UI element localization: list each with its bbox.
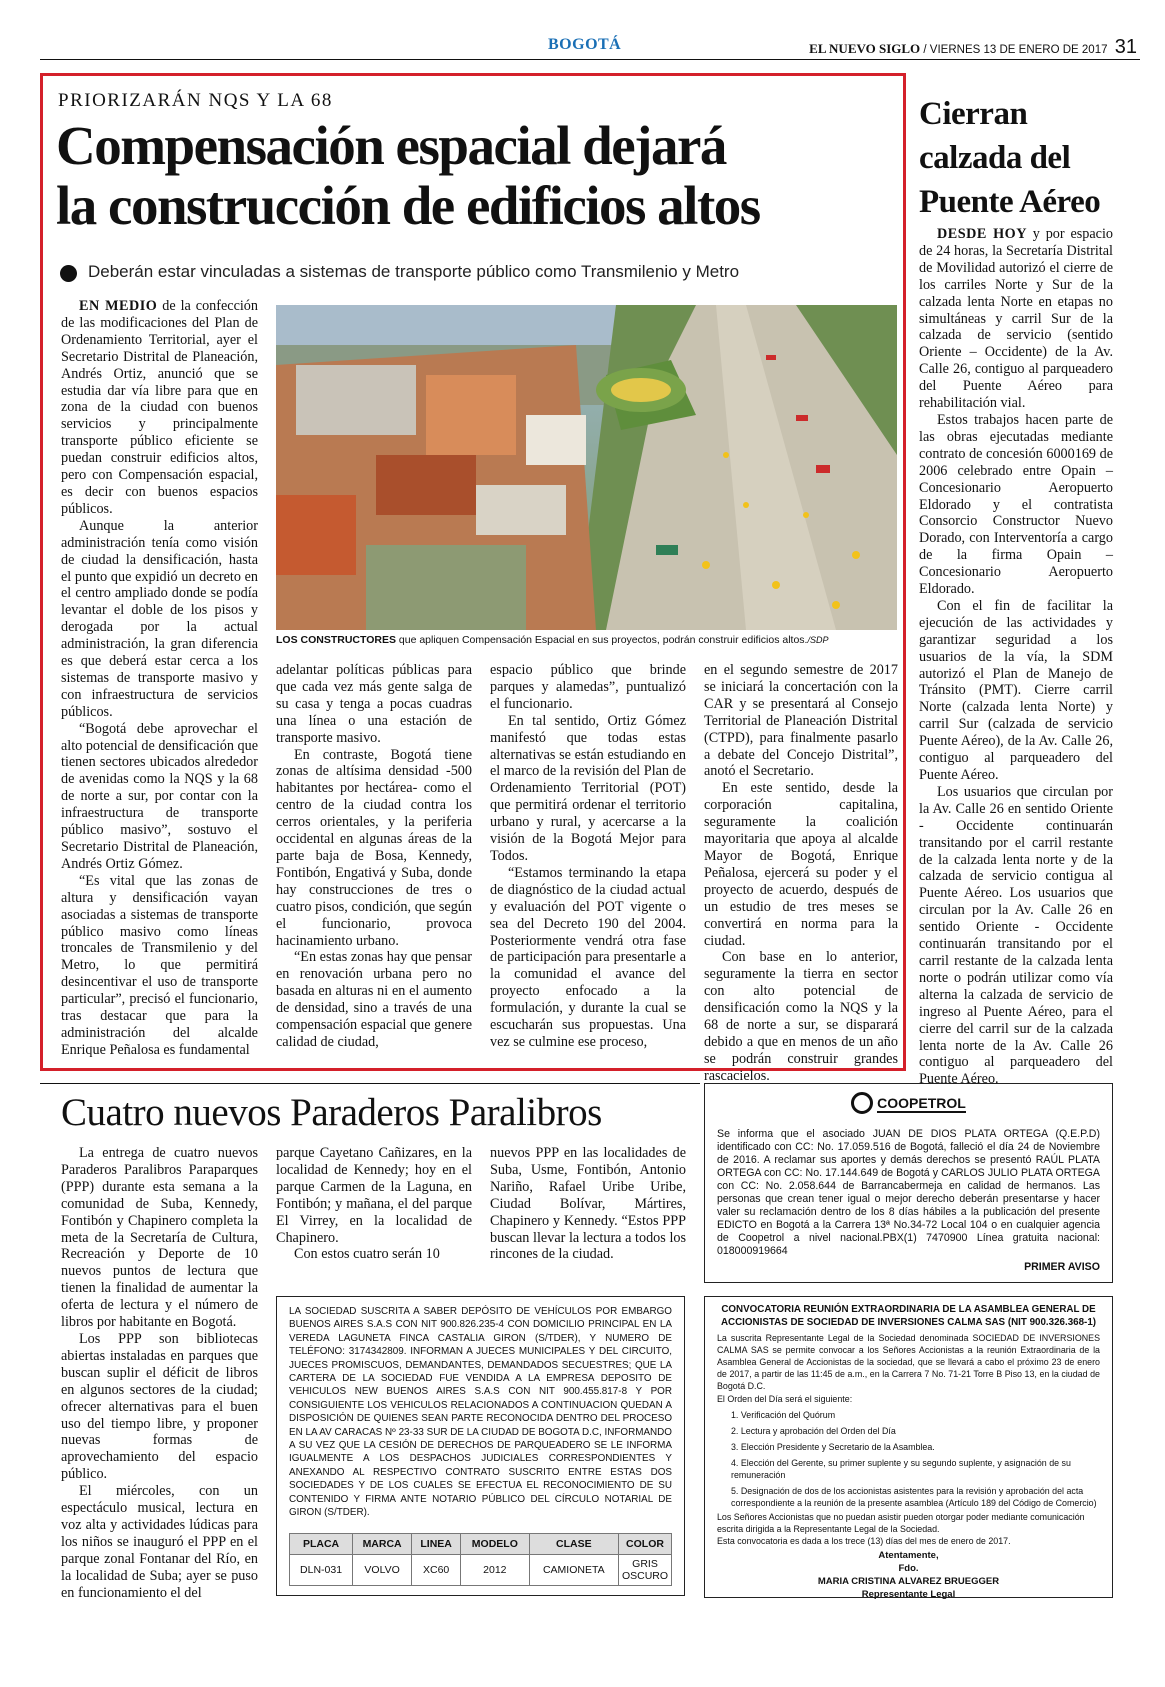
section-label: BOGOTÁ	[548, 36, 622, 53]
header-rule	[40, 59, 1140, 60]
col3-paragraph-2: En tal sentido, Ortiz Gómez manifestó que todas estas alternativas se están estudiando en el marco de la revisión del Plan de Ordenamiento Territorial (POT) que permitirá ordenar el territorio urbano y rural, y acercarse a la visión de la Bogotá Mejor para Todos.	[490, 712, 686, 864]
side-lead: DESDE HOY	[937, 226, 1027, 242]
sociedad-text: LA SOCIEDAD SUSCRITA A SABER DEPÓSITO DE VEHÍCULOS POR EMBARGO BUENOS AIRES S.A.S CON NIT 900.826.235-4 CON DOMICILIO PRINCIPAL EN LA VEREDA LAGUNETA FINCA CASTALIA GIRON (S/TDER), Y NUMERO DE TELÉFONO: 3174342809. INFORMAN A JUECES MUNICIPALES Y DEL CIRCUITO, JUECES PROMISCUOS, DEMANDANTES, DEMANDADOS SECUESTRES; QUE LA CARTERA DE LA SOCIEDAD FUE VENDIDA A LA EMPRESA DEPOSITO DE VEHICULOS NEW BUENOS AIRES S.A.S CON NIT 900.455.817-8 Y POR CONSIGUIENTE LOS VEHICULOS RELACIONADOS A CONTINUACION QUEDAN A DISPOSICIÓN DE QUIENES SEAN PARTE RECONOCIDA DENTRO DEL PROCESO EN LA AV CARACAS Nº 23-33 SUR DE LA CIUDAD DE BOGOTA D.C, INFORMANDO A SU VEZ QUE LA CESIÓN DE DERECHOS DE PARQUEADERO SE LE INFORMA IGUALMENTE A LOS DESPACHOS JUDICIALES CORRESPONDIENTES Y ANEXANDO AL RESPECTIVO CONTRATO SUSCRITO ENTRE ESTAS DOS SOCIEDADES Y DE LOS CUALES SE EFECTUA EL RECONOCIMIENTO DE SU CONTENIDO Y FIRMA ANTE NOTARIO PÚBLICO DEL CÍRCULO NOTARIAL DE GIRON (S/TDER).	[289, 1306, 672, 1519]
col3-paragraph-3: “Estamos terminando la etapa de diagnóstico de la ciudad actual y evaluación del POT vigente o sea del Decreto 190 del 2004. Posteriormente vendrá otra fase de participación para presentarle a la comunidad el avance del proyecto enfocado a la formulación, y durante la cual se escucharán sus propuestas. Una vez se culmine ese proceso,	[490, 864, 686, 1050]
table-cell: 2012	[461, 1554, 530, 1585]
calma-closing-1: Los Señores Accionistas que no puedan asistir pueden otorgar poder mediante comunicación escrita dirigida a la Representante Legal de la Sociedad.	[717, 1512, 1085, 1534]
page-header-right	[809, 36, 1137, 59]
article-column-1	[61, 298, 258, 1059]
col1-paragraph-2: Aunque la anterior administración tenía como visión de ciudad la densificación, hasta el punto que expidió un decreto en el centro ampliado donde se podía levantar el doble de los pisos y derogada por la actual administración, la gran diferencia es que deberá estar cerca a los sistemas de transporte masivo y con infraestructura de servicios públicos.	[61, 517, 258, 720]
col4-paragraph-2: En este sentido, desde la corporación capitalina, seguramente la coalición mayoritaria que apoya al alcalde Mayor de Bogotá, Enrique Peñalosa, ejercerá su poder y el proyecto de acuerdo, después de un estudio de tres meses se convertirá en norma para la ciudad.	[704, 780, 898, 949]
vehicle-table-header	[290, 1533, 672, 1554]
list-item: 4. Elección del Gerente, su primer suplente y su segundo suplente, y asignación de su remuneración	[731, 1458, 1071, 1480]
caption-text: que apliquen Compensación Espacial en sus proyectos, podrán construir edificios altos.	[395, 634, 808, 646]
vehicle-table	[289, 1533, 672, 1586]
table-header-cell: MODELO	[461, 1533, 530, 1554]
caption-credit: /SDP	[807, 635, 829, 645]
paper-name: EL NUEVO SIGLO	[809, 41, 921, 56]
table-cell: GRIS OSCURO	[619, 1554, 672, 1585]
side-paragraph-1	[919, 226, 1113, 412]
calma-sign-2: Fdo.	[898, 1563, 919, 1574]
calma-sign-3: MARIA CRISTINA ALVAREZ BRUEGGER	[817, 1576, 1000, 1587]
side-paragraph-3: Con el fin de facilitar la ejecución de las actividades y garantizar seguridad a los usuarios de la vía, la SDM autorizó el Plan de Manejo de Tránsito (PMT). Cierre carril Norte (calzada lenta Norte) y carril Sur (calzada de servicio Puente Aéreo), de la Av. Calle 26, contiguo al parqueadero del Puente Aéreo.	[919, 597, 1113, 783]
col3-paragraph-1: espacio público que brinde parques y alamedas”, puntualizó el funcionario.	[490, 662, 686, 712]
coopetrol-footer: PRIMER AVISO	[1024, 1261, 1100, 1273]
article-column-4	[704, 662, 898, 1085]
article-kicker: PRIORIZARÁN NQS Y LA 68	[58, 90, 333, 111]
paraderos-col1-p2: Los PPP son bibliotecas abiertas instaladas en parques que buscan suplir el déficit de libros en algunos sectores de la ciudad; ofrecer alternativas para el buen uso del tiempo libre, y proponer nuevas formas de aprovechamiento del espacio público.	[61, 1330, 258, 1483]
table-cell: DLN-031	[290, 1554, 353, 1585]
photo-caption	[276, 634, 897, 646]
article-headline	[56, 116, 760, 236]
table-cell: XC60	[412, 1554, 461, 1585]
side-article-body	[919, 226, 1113, 1088]
paraderos-col3-p1: nuevos PPP en las localidades de Suba, Usme, Fontibón, Antonio Nariño, Rafael Uribe Uribe, Ciudad Bolívar, Mártires, Chapinero y Kennedy. “Estos PPP buscan llevar la lectura a todos los rincones de la ciudad.	[490, 1145, 686, 1263]
list-item: 5. Designación de dos de los accionistas asistentes para la revisión y aprobación del acta correspondiente a la reunión de la presente asamblea (Artículo 189 del Código de Comercio)	[731, 1486, 1097, 1508]
article-column-3	[490, 662, 686, 1051]
list-item: 1. Verificación del Quórum	[731, 1410, 836, 1420]
list-item: 2. Lectura y aprobación del Orden del Día	[731, 1426, 896, 1436]
paraderos-column-1	[61, 1145, 258, 1601]
article-column-2	[276, 662, 472, 1051]
table-cell: VOLVO	[353, 1554, 412, 1585]
paraderos-col2-p2: Con estos cuatro serán 10	[294, 1246, 440, 1263]
headline-line-2: la construcción de edificios altos	[56, 175, 760, 236]
col2-paragraph-3: “En estas zonas hay que pensar en renovación urbana pero no basada en alturas ni en el aumento de densidad, sino a través de una compensación espacial que genere calidad de ciudad,	[276, 949, 472, 1050]
coopetrol-logo-text: COOPETROL	[877, 1095, 966, 1111]
paraderos-headline: Cuatro nuevos Paraderos Paralibros	[61, 1091, 602, 1134]
page-number: 31	[1114, 36, 1137, 58]
side-headline: Cierran calzada del Puente Aéreo	[919, 96, 1101, 220]
side-p1-text: y por espacio de 24 horas, la Secretaría Distrital de Movilidad autorizó el cierre de los carriles Norte y Sur de la calzada lenta Norte en etapas no simultáneas y carril Sur de la calzada de servicio (sentido Oriente – Occidente) de la Av. Calle 26, contiguo al parqueadero del Puente Aéreo para rehabilitación vial.	[919, 226, 1113, 412]
side-paragraph-2: Estos trabajos hacen parte de las obras ejecutadas mediante contrato de concesión 6000169 de 2006 celebrado entre Opain – Concesionario Aeropuerto Eldorado y el contratista Consorcio Constructor Nuevo Dorado, con Interventoría a cargo de la firma Opain – Concesionario Aeropuerto Eldorado.	[919, 411, 1113, 598]
col1-paragraph-4: “Es vital que las zonas de altura y densificación vayan asociadas a sistemas de transporte público masivo como líneas troncales de Transmilenio y del Metro, lo que permitirá desincentivar el uso de transporte particular”, precisó el funcionario, tras destacar que para la administración del alcalde Enrique Peñalosa es fundamental	[61, 872, 258, 1058]
calma-sign-4: Representante Legal	[861, 1589, 956, 1600]
paraderos-col1-p3: El miércoles, con un espectáculo musical, lectura en voz alta y actividades lúdicas para los niños se inauguró el PPP en el parque zonal Fontanar del Río, en la localidad de Suba; ayer se puso en funcionamiento el del	[61, 1483, 258, 1601]
aerial-city-image	[276, 305, 897, 630]
calma-notice	[704, 1296, 1113, 1598]
col1-paragraph	[61, 298, 258, 518]
calma-orden: El Orden del Día será el siguiente:	[717, 1394, 853, 1404]
caption-lead: LOS CONSTRUCTORES	[276, 634, 396, 646]
list-item: 3. Elección Presidente y Secretario de la Asamblea.	[731, 1442, 935, 1452]
subtitle-bullet-icon	[60, 265, 77, 282]
sociedad-notice	[276, 1296, 685, 1596]
calma-sign-1: Atentamente,	[878, 1550, 939, 1561]
col4-paragraph-1: en el segundo semestre de 2017 se iniciará la concertación con la CAR y se presentará al Consejo Territorial de Planeación Distrital (CTPD), para finalmente pasarlo a debate del Concejo Distrital”, anotó el Secretario.	[704, 662, 898, 780]
section-rule	[40, 1083, 700, 1084]
col1-paragraph-3: “Bogotá debe aprovechar el alto potencial de densificación que tienen sectores ubicados alrededor de avenidas como la NQS y la 68 de norte a sur, por contar con la infraestructura de transporte público masivo”, sostuvo el Secretario Distrital de Planeación, Andrés Ortiz Gómez.	[61, 720, 258, 872]
table-cell: CAMIONETA	[529, 1554, 618, 1585]
coopetrol-text: Se informa que el asociado JUAN DE DIOS PLATA ORTEGA (Q.E.P.D) identificado con CC: No. 17.059.516 de Bogotá, falleció el día 24 de Noviembre de 2016. A reclamar sus aportes y demás derechos se presentó RAÚL PLATA ORTEGA con CC: No. 17.144.649 de Bogotá y CARLOS JULIO PLATA ORTEGA con CC: No. 2.058.644 de Barrancabermeja en calidad de hermanos. Las personas que crean tener igual o mejor derecho deberán presentarse y hacer valer su reclamación dentro de los 8 días hábiles a la publicación del presente EDICTO en Bogotá a la Carrera 13ª No.34-72 Local 104 o en cualquier agencia de Coopetrol a nivel nacional.PBX(1) 7470900 Línea gratuita nacional: 018000919664	[717, 1128, 1100, 1257]
coopetrol-notice	[704, 1083, 1113, 1283]
calma-items	[717, 1409, 1100, 1509]
calma-title: CONVOCATORIA REUNIÓN EXTRAORDINARIA DE LA ASAMBLEA GENERAL DE ACCIONISTAS DE SOCIEDAD DE INVERSIONES CALMA SAS (NIT 900.326.368-1)	[720, 1304, 1097, 1328]
col2-paragraph-2: En contraste, Bogotá tiene zonas de altísima densidad -500 habitantes por hectárea- como el centro de la ciudad contra los cerros orientales, y la periferia occidental en algunas áreas de la parte baja de Bosa, Kennedy, Fontibón, Engativá y Suba, donde hay construcciones de tres o cuatro pisos, condición, que según el funcionario, provoca hacinamiento urbano.	[276, 746, 472, 949]
article-subtitle: Deberán estar vinculadas a sistemas de transporte público como Transmilenio y Metro	[88, 262, 740, 281]
table-header-cell: CLASE	[529, 1533, 618, 1554]
article-photo	[276, 305, 897, 630]
table-row	[290, 1554, 672, 1585]
col1-lead: EN MEDIO	[79, 298, 158, 314]
paraderos-column-3	[490, 1145, 686, 1263]
col1-p1-text: de la confección de las modificaciones del Plan de Ordenamiento Territorial, ayer el Secretario Distrital de Planeación, Andrés Ortiz, anunció que se estudia dar vía libre para que en zona de la ciudad con buenos servicios y principalmente transporte público eficiente se puedan construir edificios altos, pero con Compensación espacial, es decir con buenos espacios públicos.	[61, 298, 258, 517]
col4-paragraph-3: Con base en lo anterior, seguramente la tierra en sector con alto potencial de densificación como la NQS y la 68 de norte a sur, se disparará debido a que en menos de un año se podrán construir grandes rascacielos.	[704, 949, 898, 1084]
table-header-cell: MARCA	[353, 1533, 412, 1554]
header-date: / VIERNES 13 DE ENERO DE 2017	[923, 44, 1108, 56]
table-header-cell: PLACA	[290, 1533, 353, 1554]
col2-paragraph-1: adelantar políticas públicas para que cada vez más gente salga de su casa y tenga a pocas cuadras una línea o una estación de transporte masivo.	[276, 662, 472, 746]
paraderos-column-2	[276, 1145, 472, 1263]
coopetrol-logo	[717, 1092, 1100, 1114]
calma-signature	[717, 1549, 1100, 1601]
paraderos-col2-p1: parque Cayetano Cañizares, en la localidad de Kennedy; hoy en el parque Carmen de la Laguna, en Fontibón; y mañana, el del parque El Virrey, en la localidad de Chapinero.	[276, 1145, 472, 1246]
paraderos-col1-p1: La entrega de cuatro nuevos Paraderos Paralibros Paraparques (PPP) durante esta semana a la comunidad de Suba, Kennedy, Fontibón y Chapinero completa la meta de la Secretaría de Cultura, Recreación y Deporte de 10 nuevos puntos de lectura que tienen la finalidad de aumentar la oferta de lectura y el número de libros por habitante en Bogotá.	[61, 1145, 258, 1331]
calma-closing-2: Esta convocatoria es dada a los trece (13) días del mes de enero de 2017.	[717, 1536, 1011, 1546]
table-header-cell: COLOR	[619, 1533, 672, 1554]
calma-intro: La suscrita Representante Legal de la Sociedad denominada SOCIEDAD DE INVERSIONES CALMA SAS se permite convocar a los Señores Accionistas a la reunión Extraordinaria de la Asamblea General de Accionistas de la sociedad, que se llevará a cabo el próximo 23 de enero de 2017, a partir de las 11:45 de a.m., en la Carrera 7 No. 71-21 Torre B Piso 13, en la ciudad de Bogotá D.C.	[717, 1333, 1100, 1391]
headline-line-1: Compensación espacial dejará	[56, 115, 726, 176]
coopetrol-logo-icon	[851, 1092, 873, 1114]
table-header-cell: LINEA	[412, 1533, 461, 1554]
side-paragraph-4: Los usuarios que circulan por la Av. Calle 26 en sentido Oriente - Occidente continuarán transitando por el carril restante de la calzada lenta norte y de la calzada de servicio contigua al Puente Aéreo. Los usuarios que circulan por la Av. Calle 26 en sentido Oriente - Occidente continuarán transitando por el carril restante de la calzada lenta norte o podrán utilizar como vía alterna la calzada de servicio de ingreso al Puente Aéreo, para el cierre del carril sur de la calzada lenta norte de la Av. Calle 26 contiguo al parqueadero del Puente Aéreo.	[919, 783, 1113, 1088]
